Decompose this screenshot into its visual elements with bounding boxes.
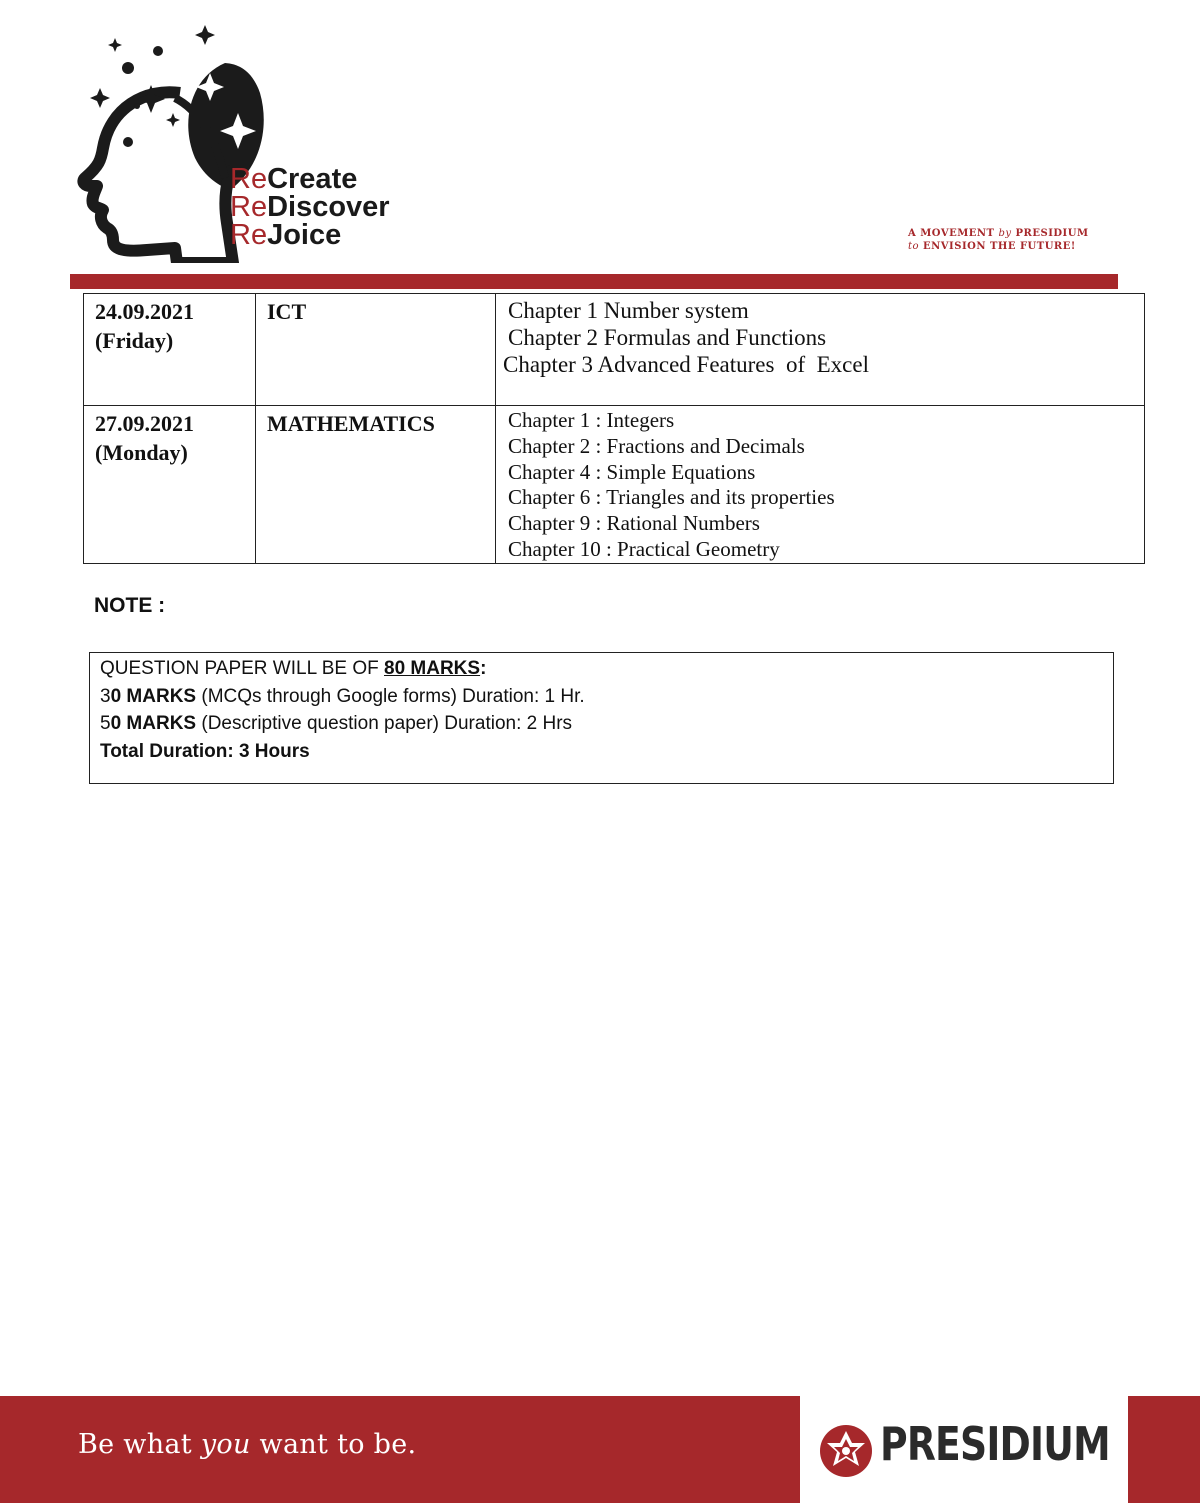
exam-syllabus-cell	[496, 406, 1145, 564]
footer-slogan: Be what you want to be.	[78, 1429, 417, 1460]
logo-wordmark	[230, 165, 390, 249]
chapter-item: Chapter 1 : Integers	[508, 408, 675, 432]
chapter-item: Chapter 9 : Rational Numbers	[508, 511, 760, 536]
note-line-total-duration: Total Duration: 3 Hours	[100, 740, 310, 762]
header-tagline: A MOVEMENT by PRESIDIUM to ENVISION THE FUTURE!	[908, 228, 1089, 252]
chapter-item: Chapter 1 Number system	[508, 298, 749, 323]
header-divider-bar	[70, 274, 1118, 289]
chapter-item: Chapter 10 : Practical Geometry	[508, 536, 780, 561]
exam-syllabus-cell	[496, 294, 1145, 406]
note-heading: NOTE :	[94, 594, 166, 617]
note-line-descriptive: 50 MARKS (Descriptive question paper) Duration: 2 Hrs	[100, 713, 573, 734]
note-line-mcq: 30 MARKS (MCQs through Google forms) Duration: 1 Hr.	[100, 685, 585, 707]
table-row	[84, 294, 1145, 406]
presidium-star-emblem-icon	[818, 1423, 874, 1479]
exam-subject-cell: ICT	[256, 294, 496, 406]
note-box	[89, 652, 1114, 784]
chapter-item: Chapter 2 : Fractions and Decimals	[508, 433, 805, 458]
presidium-wordmark: PRESIDIUM	[880, 1417, 1110, 1471]
chapter-item: Chapter 3 Advanced Features of Excel	[503, 352, 869, 377]
chapter-item: Chapter 2 Formulas and Functions	[508, 325, 827, 350]
exam-date-cell: 24.09.2021 (Friday)	[84, 294, 256, 406]
table-row	[84, 406, 1145, 564]
note-line-total-marks: QUESTION PAPER WILL BE OF 80 MARKS:	[100, 658, 487, 679]
exam-subject-cell: MATHEMATICS	[256, 406, 496, 564]
logo-line-recreate: ReCreate	[230, 163, 358, 195]
exam-schedule-table	[83, 293, 1145, 564]
logo-line-rediscover: ReDiscover	[230, 191, 390, 223]
exam-date-cell: 27.09.2021 (Monday)	[84, 406, 256, 564]
chapter-item: Chapter 6 : Triangles and its properties	[508, 485, 835, 510]
chapter-item: Chapter 4 : Simple Equations	[508, 459, 756, 484]
logo-line-rejoice: ReJoice	[230, 219, 342, 251]
